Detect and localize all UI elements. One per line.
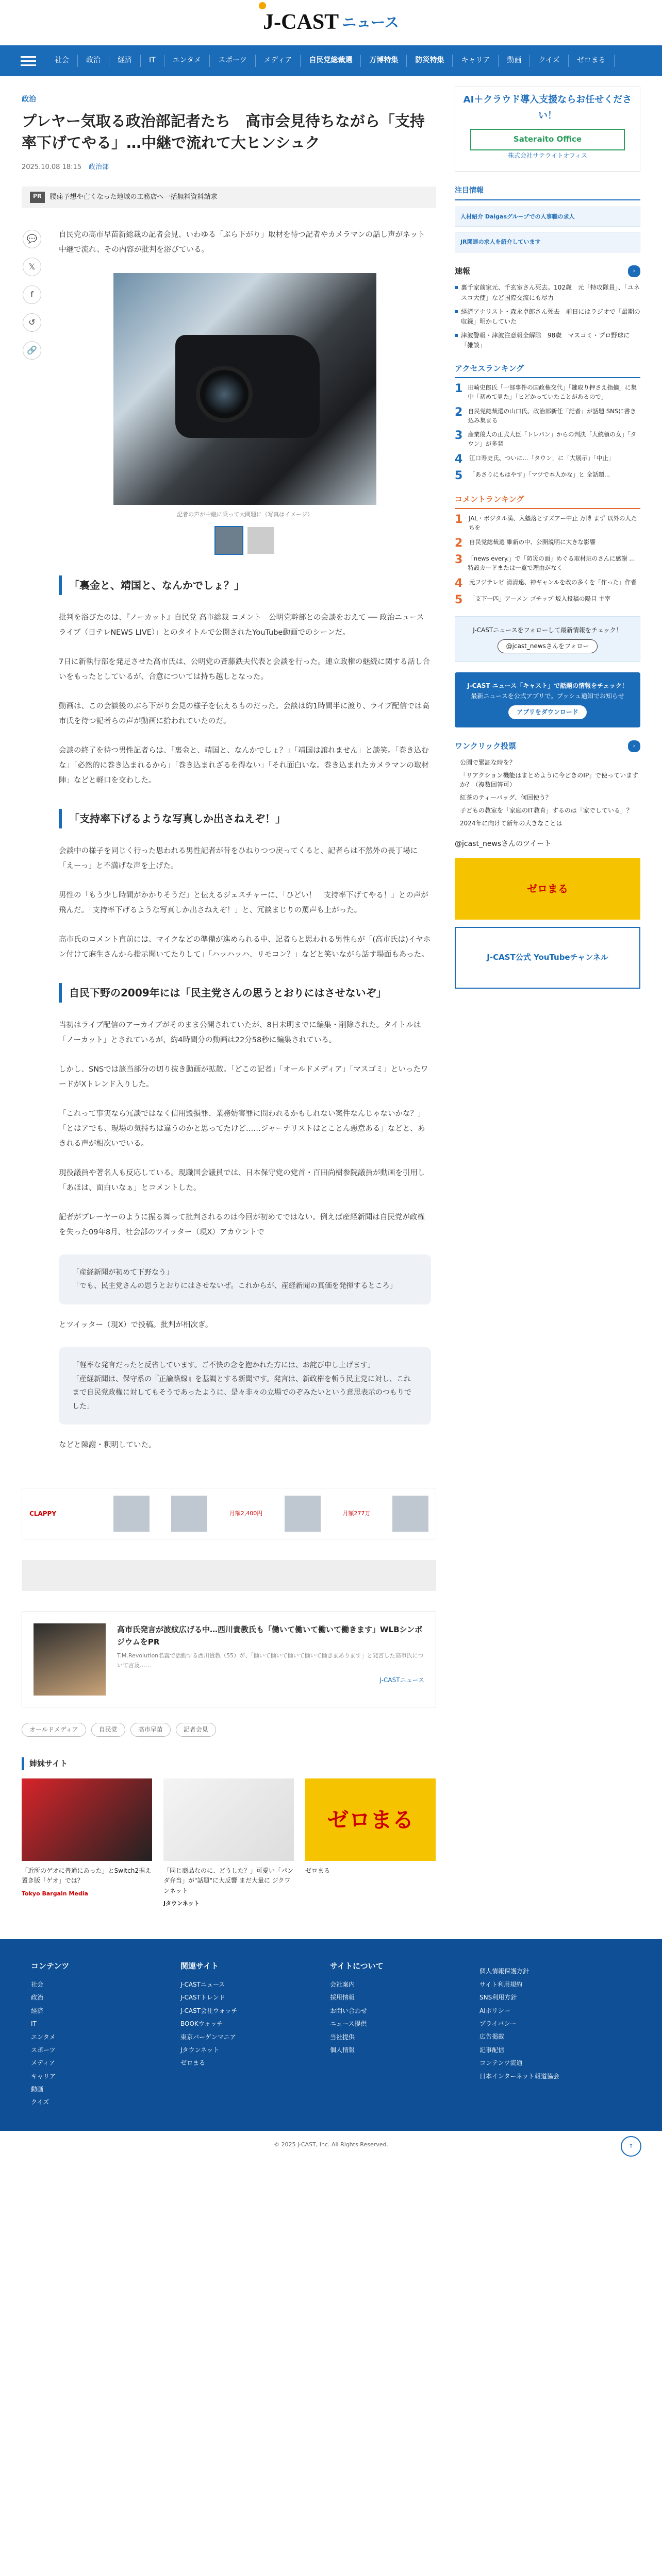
ad-price: 月額277万 xyxy=(342,1510,371,1517)
sister-card-image xyxy=(22,1778,152,1861)
comment-icon[interactable]: 💬 xyxy=(23,230,41,248)
footer-col xyxy=(330,1960,449,2110)
tag-chip[interactable]: オールドメディア xyxy=(22,1723,86,1736)
ranking-text: 元フジテレビ 清清遠、神ギャンルを改の多くを「作った」作者 xyxy=(469,578,637,586)
sister-card[interactable] xyxy=(163,1778,294,1908)
quote-text: 「軽率な発言だったと反省しています。ご不快の念を抱かれた方には、お詫び申し上げます」 「産経新聞は、保守系の『正論路線』を基調とする新聞です。発言は、新政権を斬う民主党に対し、これまで自民党政権に対してもそうであったように、是々非々の立場でのぞみたいという意思表示のつもりでした」 xyxy=(72,1361,411,1411)
footer-link[interactable]: コンテンツ流通 xyxy=(479,2059,523,2067)
ranking-text: 「あさりにもはやす」「マツで本人かな」と 全話題... xyxy=(469,470,610,478)
section-heading: 「支持率下げるような写真しか出さねえぞ！」 xyxy=(59,809,431,828)
footer-link[interactable]: 採用情報 xyxy=(330,1994,355,2002)
vote-item[interactable]: 公園で緊証な時を？ xyxy=(460,759,516,767)
article-title: プレヤー気取る政治部記者たち 高市会見待ちながら「支持率下げてやる」…中継で流れて大ヒンシュク xyxy=(22,112,425,151)
rank-number: 3 xyxy=(455,553,463,567)
article-date: 2025.10.08 18:15 xyxy=(22,163,82,171)
footer-link[interactable]: メディア xyxy=(31,2059,56,2067)
notice-heading: 注目情報 xyxy=(455,185,640,200)
article-photo[interactable] xyxy=(113,273,376,505)
related-article[interactable] xyxy=(22,1612,436,1707)
comment-ranking-heading: コメントランキング xyxy=(455,493,640,510)
app-text: 最新ニュースを公式アプリで。プッシュ通知でお知らせ xyxy=(471,692,624,700)
main-content xyxy=(22,87,436,1908)
news-item[interactable]: 津波警報・津波注意報全解除 98歳 マスコミ・プロ野球に「雑談」 xyxy=(455,331,640,350)
rank-number: 1 xyxy=(455,513,463,527)
ad-image xyxy=(285,1496,321,1532)
ad-image xyxy=(113,1496,150,1532)
sister-card-text: ゼロまる xyxy=(305,1867,330,1875)
tag-chip[interactable]: 自民党 xyxy=(91,1723,125,1736)
sister-card-image: ゼロまる xyxy=(305,1778,436,1861)
copyright xyxy=(0,2131,662,2159)
ranking-text: 自民党総裁選 維新の中、公開説明に大きな影響 xyxy=(469,538,596,546)
footer-link[interactable]: J-CASTニュース xyxy=(180,1980,225,1988)
footer-link[interactable]: エンタメ xyxy=(31,2033,56,2041)
notice-card[interactable] xyxy=(455,207,640,227)
paragraph: 高市氏のコメント直前には、マイクなどの準備が進められる中、記者らと思われる男性らが「(高市氏は)イヤホン付けて麻生さんから指示聞いてたりして」「ハッハッハ、リモコン？」などと笑いながら話す場面もあった。 xyxy=(59,935,431,959)
vote-item[interactable]: 紅茶のティーバッグ、何回使う？ xyxy=(460,794,552,802)
footer-link[interactable]: ニュース提供 xyxy=(330,2020,367,2028)
sidebar xyxy=(455,87,640,1908)
paragraph: しかし、SNSでは該当部分の切り抜き動画が拡散。「どこの記者」「オールドメディア」「マスゴミ」といったワードがXトレンド入りした。 xyxy=(59,1065,428,1089)
more-button[interactable]: › xyxy=(628,265,640,277)
tag-chip[interactable]: 記者会見 xyxy=(176,1723,216,1736)
nav-item[interactable]: 社会 xyxy=(46,55,78,67)
ranking-item[interactable] xyxy=(455,454,640,465)
nav-item[interactable]: 経済 xyxy=(109,55,141,67)
ranking-item[interactable] xyxy=(455,430,640,449)
sister-card[interactable] xyxy=(22,1778,152,1908)
ad-price: 月額2,400円 xyxy=(229,1510,263,1517)
footer-link[interactable]: 動画 xyxy=(31,2086,44,2093)
tag-chip[interactable]: 高市早苗 xyxy=(130,1723,171,1736)
x-share-icon[interactable]: 𝕏 xyxy=(23,258,41,276)
x-follow-button[interactable]: @jcast_newsさんをフォロー xyxy=(498,639,598,653)
rank-number: 2 xyxy=(455,405,463,419)
footer xyxy=(0,1939,662,2130)
section-heading: 「裏金と、靖国と、なんかでしょ？」 xyxy=(59,575,431,595)
ranking-text: 田崎史郎氏「一部事件の国政権交代」「鍵取り押さえ指摘」に集中「初めて見た」「ヒどかっていたことがあるので」 xyxy=(468,384,637,400)
paragraph: 動画は、この会談後のぶら下がり会見の様子を伝えるものだった。会談は約1時間半に渡り、ライブ配信では高市氏を待つ記者らの声が動画に拾われていたのだ。 xyxy=(59,702,429,725)
footer-link[interactable]: BOOKウォッチ xyxy=(180,2020,223,2028)
app-title: J-CAST ニュース「キャスト」で話題の情報をチェック！ xyxy=(467,682,628,689)
facebook-share-icon[interactable]: f xyxy=(23,285,41,304)
footer-link[interactable]: 政治 xyxy=(31,1994,44,2002)
ranking-text: JAL・ボジタル満、入塾落とすズアー中止 万博 まず 以外の人たちを xyxy=(469,515,637,532)
ranking-item[interactable] xyxy=(455,470,640,482)
footer-link[interactable]: 当社提供 xyxy=(330,2033,355,2041)
site-header xyxy=(0,0,662,45)
thumbnail[interactable] xyxy=(214,526,243,555)
logo-subtitle: ニュース xyxy=(342,13,399,31)
nav-item[interactable]: 動画 xyxy=(499,55,530,67)
ad-image xyxy=(392,1496,428,1532)
nav-item[interactable]: メディア xyxy=(256,55,301,67)
nav-item[interactable]: ゼロまる xyxy=(569,55,615,67)
copyright-text: © 2025 J-CAST, Inc. All Rights Reserved. xyxy=(274,2141,388,2148)
rank-number: 2 xyxy=(455,537,463,550)
footer-link[interactable]: 広告掲載 xyxy=(479,2033,505,2041)
article-category[interactable]: 政治 xyxy=(22,95,36,104)
ranking-text: 「支下一匹」アーメン ゴチップ 坂入投稿の陽目 主宰 xyxy=(469,595,611,602)
ranking-item[interactable] xyxy=(455,383,640,402)
sidebar-ad[interactable] xyxy=(455,87,640,172)
rank-number: 5 xyxy=(455,469,463,482)
tag-list xyxy=(22,1723,436,1736)
hamburger-menu-icon[interactable] xyxy=(21,53,36,69)
paragraph: 当初はライブ配信のアーカイブがそのまま公開されていたが、8日未明までに編集・削除された。タイトルは「ノーカット」とされているが、約4時間分の動画は22分58秒に編集されている。 xyxy=(59,1021,421,1044)
footer-link[interactable]: AIポリシー xyxy=(479,2007,510,2014)
footer-link[interactable]: キャリア xyxy=(31,2072,56,2080)
ad-image xyxy=(171,1496,207,1532)
nav-item[interactable]: 万博特集 xyxy=(361,55,407,67)
vote-item[interactable]: 子どもの教室を「家庭のIT教育」するのは「家でしている」？ xyxy=(460,807,633,815)
quote-text: 「産経新聞が初めて下野なう」 「でも、民主党さんの思うとおりにはさせないぜ。これからが、産経新聞の真価を発揮するところ」 xyxy=(72,1268,397,1291)
footer-link[interactable]: IT xyxy=(31,2020,37,2028)
vote-item[interactable]: 「リアクション機能はまとめように今どきのIP」で使っていますか？（複数回答可） xyxy=(460,772,639,789)
related-article-desc: T.M.Revolution名義で活動する西川貴教（55）が、「働いて働いて働いて働いて働きまあります」と発言した高市氏について言及…… xyxy=(117,1652,424,1669)
footer-link[interactable]: J-CASTトレンド xyxy=(180,1994,225,2002)
ranking-text: 江口寿史氏、ついに...「タウン」に「大展示」「中止」 xyxy=(469,454,615,462)
footer-heading: サイトについて xyxy=(330,1961,384,1971)
notice-card[interactable] xyxy=(455,232,640,252)
related-article-image xyxy=(34,1623,106,1696)
footer-link[interactable]: プライバシー xyxy=(479,2020,517,2028)
article-tag[interactable]: 政治部 xyxy=(89,163,109,171)
logo-mark: J-CAST xyxy=(263,4,339,41)
footer-link[interactable]: 社会 xyxy=(31,1980,44,1988)
quote-block xyxy=(59,1347,431,1425)
pr-label: PR xyxy=(30,192,45,203)
footer-link[interactable]: ゼロまる xyxy=(180,2059,206,2067)
youtube-banner[interactable]: J-CAST公式 YouTubeチャンネル xyxy=(455,927,640,989)
nav-item[interactable]: スポーツ xyxy=(210,55,255,67)
ad-logo: CLAPPY xyxy=(29,1510,57,1518)
paragraph: 現役議員や著名人も反応している。現職国会議員では、日本保守党の党首・百田尚樹参院議員が動画を引用し「あほは、面白いなぁ」とコメントした。 xyxy=(59,1168,425,1192)
footer-link[interactable]: 会社案内 xyxy=(330,1980,355,1988)
rank-number: 4 xyxy=(455,577,463,590)
rank-number: 5 xyxy=(455,593,463,606)
footer-link[interactable]: お問い合わせ xyxy=(330,2007,368,2014)
related-article-source: J-CASTニュース xyxy=(379,1676,424,1684)
photo-thumbnails xyxy=(59,526,431,555)
footer-link[interactable]: 個人情報 xyxy=(330,2046,355,2054)
share-bar xyxy=(22,228,42,1467)
footer-link[interactable]: J-CAST会社ウォッチ xyxy=(180,2007,238,2014)
product-ad[interactable] xyxy=(22,1488,436,1539)
pr-banner[interactable] xyxy=(22,187,436,208)
news-item[interactable]: 裏千家前家元、千玄室さん死去。102歳 元「特攻隊員」、「ユネスコ大使」など国際交流にも尽力 xyxy=(455,283,640,302)
comment-ranking-item[interactable] xyxy=(455,514,640,533)
site-logo[interactable] xyxy=(263,4,399,41)
vote-item[interactable]: 2024年に向けて新年の大きなことは xyxy=(460,820,562,827)
nav-item[interactable]: 自民党総裁選 xyxy=(301,55,361,67)
news-heading: 速報 xyxy=(455,266,471,276)
x-follow-text: J-CASTニュースをフォローして最新情報をチェック！ xyxy=(473,626,622,634)
sister-card-source: Tokyo Bargain Media xyxy=(22,1890,88,1897)
pr-text: 腰痛予想や亡くなった地域の工務店へ一括無料資料請求 xyxy=(49,193,218,201)
section-heading: 自民下野の2009年には「民主党さんの思うとおりにはさせないぞ」 xyxy=(59,983,431,1003)
footer-link[interactable]: 経済 xyxy=(31,2007,44,2014)
footer-col xyxy=(479,1960,598,2110)
photo-caption: 記者の声が中継に乗って大問題に（写真はイメージ） xyxy=(177,511,313,518)
sister-sites-heading: 姉妹サイト xyxy=(22,1757,436,1771)
paragraph: 批判を浴びたのは、『ノーカット』自民党 高市総裁 コメント 公明党幹部との会談をおえて ── 政治ニュースライブ（日テレNEWS LIVE）」とのタイトルで公開されたYouTube動画でのシーンだ。 xyxy=(59,613,424,637)
article-body xyxy=(55,228,431,1467)
paragraph: 「これって事実なら冗談ではなく信用毀損罪、業務妨害罪に問われるかもしれない案件なんじゃないかな？」「とはアでも、現場の気持ちは違うのかと思ってたけど……ジャーナリストはとことん悪意ある」などと、あきれる声が相次いでいる。 xyxy=(59,1109,425,1148)
paragraph: などと陳謝・釈明していた。 xyxy=(59,1441,156,1450)
nav-item[interactable]: エンタメ xyxy=(164,55,210,67)
nav-item[interactable]: 防災特集 xyxy=(407,55,453,67)
x-follow-box xyxy=(455,616,640,662)
footer-link[interactable]: Jタウンネット xyxy=(180,2046,220,2054)
footer-col xyxy=(180,1960,299,2110)
ranking-text: 産業後大の正式大臣「トレパン」からの判決「大統領の女」「タウン」が多発 xyxy=(468,431,637,448)
notice-text: JR関連の求人を紹介しています xyxy=(460,239,541,246)
paragraph: 7日に新執行部を発足させた高市氏は、公明党の斉藤鉄夫代表と会談を行った。連立政権の継続に関する話し合いをもったとしているが、合意については持ち越しとなった。 xyxy=(59,657,430,681)
comment-ranking-item[interactable] xyxy=(455,595,640,606)
share-icon[interactable]: ↺ xyxy=(23,313,41,332)
nav-item[interactable]: キャリア xyxy=(453,55,499,67)
sister-card-image xyxy=(163,1778,294,1861)
global-nav xyxy=(0,45,662,76)
app-box xyxy=(455,672,640,727)
ad-brand: Sateraito Office xyxy=(470,129,625,150)
sister-card-text: 「近所のゲオに普通にあった」とSwitch2据え置き版「ゲオ」では？ xyxy=(22,1867,151,1885)
paragraph: 男性の「もう少し時間がかかりそうだ」と伝えるジェスチャーに、「ひどい！ 支持率下げてやる！」との声が飛んだ。「支持率下げるような写真しか出さねえぞ！」と、冗談まじりの罵声も上がった。 xyxy=(59,891,428,914)
quote-block xyxy=(59,1255,431,1304)
article-meta xyxy=(22,162,436,173)
more-button[interactable]: › xyxy=(628,740,640,752)
footer-heading: 関連サイト xyxy=(180,1961,219,1971)
thumbnail[interactable] xyxy=(246,526,275,555)
zeromaru-banner[interactable]: ゼロまる xyxy=(455,858,640,920)
footer-heading: コンテンツ xyxy=(31,1961,70,1971)
app-download-button[interactable]: アプリをダウンロード xyxy=(508,705,587,719)
nav-item[interactable]: 政治 xyxy=(78,55,109,67)
footer-link[interactable]: 個人情報保護方針 xyxy=(479,1968,529,1975)
nav-item[interactable]: クイズ xyxy=(530,55,568,67)
footer-col xyxy=(31,1960,150,2110)
sister-card[interactable] xyxy=(305,1778,436,1908)
news-item[interactable]: 経済アナリスト・森永卓郎さん死去 前日にはラジオで「最期の収録」明かしていた xyxy=(455,307,640,327)
notice-text: 人材紹介 Daigasグループでの人事職の求人 xyxy=(460,213,575,220)
footer-link[interactable]: サイト利用規約 xyxy=(479,1980,523,1988)
paragraph: とツイッター（現X）で投稿。批判が相次ぎ。 xyxy=(59,1320,213,1329)
vote-heading: ワンクリック投票 xyxy=(455,741,517,751)
back-to-top-icon[interactable]: ↑ xyxy=(621,2136,641,2157)
tweet-heading: @jcast_newsさんのツイート xyxy=(455,840,552,849)
footer-link[interactable]: 東京バーゲンマニア xyxy=(180,2033,236,2041)
comment-ranking-item[interactable] xyxy=(455,554,640,573)
ranking-text: 「news every.」で「防災の面」めぐる取材班のさんに感謝 ... 特設カードまたは一覧で理由がなく xyxy=(468,555,635,571)
access-ranking-heading: アクセスランキング xyxy=(455,362,640,379)
nav-item[interactable]: IT xyxy=(141,55,164,67)
ad-title: AI＋クラウド導入支援ならお任せください！ xyxy=(463,94,632,121)
footer-link[interactable]: スポーツ xyxy=(31,2046,56,2054)
link-copy-icon[interactable]: 🔗 xyxy=(23,341,41,360)
paragraph: 記者がプレーヤーのように振る舞って批判されるのは今回が初めてではない。例えば産経新聞は自民党が政権を失った09年8月、社会部のツイッター（現X）アカウントで xyxy=(59,1213,425,1236)
ad-placeholder xyxy=(22,1560,436,1591)
comment-ranking-item[interactable] xyxy=(455,538,640,549)
ranking-item[interactable] xyxy=(455,407,640,426)
comment-ranking-item[interactable] xyxy=(455,578,640,589)
paragraph: 会談の終了を待つ男性記者らは、「裏金と、靖国と、なんかでしょ？」「靖国は譲れません」と談笑。「巻き込むな」「必然的に巻き込まれるから」「巻き込まれざるを得ない」「それ面白いな。巻き込まれたカメラマンの取材陣」などと軽口を交わした。 xyxy=(59,746,429,785)
sister-sites xyxy=(22,1778,436,1908)
sister-card-text: 「同じ商品なのに、どうした？」可愛い「パンダ弁当」が"話題"に大反響 まだ大量に ジクワンネット xyxy=(163,1867,294,1894)
sister-card-source: Jタウンネット xyxy=(163,1900,200,1907)
paragraph: 会談中の様子を同じく行った思われる男性記者が昔をひねりつつ戻ってくると、記者らは不然外の長丁場に「えーっ」と不満げな声を上げた。 xyxy=(59,846,418,870)
ranking-text: 自民党総裁選の山口氏、政治部新任「記者」が話題 SNSに書き込み集まる xyxy=(468,407,636,424)
rank-number: 4 xyxy=(455,452,463,466)
paragraph: 自民党の高市早苗新総裁の記者会見、いわゆる「ぶら下がり」取材を待つ記者やカメラマンの話し声がネット中継で流れ、その内容が批判を浴びている。 xyxy=(59,231,425,255)
related-article-title: 高市氏発言が波紋広げる中…西川貴教氏も「働いて働いて働いて働きます」WLBシンポジウムをPR xyxy=(117,1625,423,1647)
ad-company: 株式会社サテライトオフィス xyxy=(508,152,587,160)
rank-number: 3 xyxy=(455,429,463,443)
footer-link[interactable]: 日本インターネット報道協会 xyxy=(479,2072,559,2080)
footer-link[interactable]: SNS利用方針 xyxy=(479,1994,517,2002)
footer-link[interactable]: クイズ xyxy=(31,2098,49,2106)
rank-number: 1 xyxy=(455,382,463,396)
footer-link[interactable]: 記事配信 xyxy=(479,2046,505,2054)
